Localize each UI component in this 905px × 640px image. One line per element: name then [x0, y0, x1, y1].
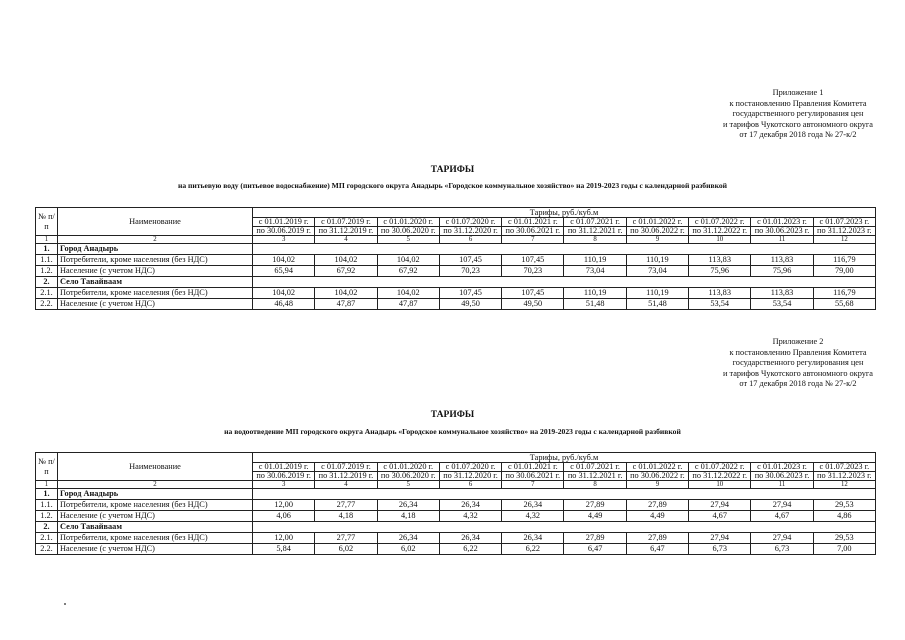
appendix-line: и тарифов Чукотского автономного округа [722, 119, 873, 129]
tariff-value: 65,94 [253, 266, 315, 277]
group-number: 1. [36, 244, 58, 255]
group-filler [253, 489, 876, 500]
column-number: 1 [36, 236, 58, 244]
tariff-value: 26,34 [377, 500, 439, 511]
tariff-value: 73,04 [626, 266, 688, 277]
tariff-value: 79,00 [813, 266, 875, 277]
tariff-value: 47,87 [377, 299, 439, 310]
period-to: по 31.12.2023 г. [813, 472, 875, 481]
appendix-line: к постановлению Правления Комитета [729, 347, 867, 357]
period-from: с 01.07.2021 г. [564, 463, 626, 472]
tariff-value: 104,02 [253, 288, 315, 299]
column-number: 4 [315, 236, 377, 244]
period-to: по 30.06.2023 г. [751, 472, 813, 481]
column-number: 1 [36, 481, 58, 489]
appendix-line: государственного регулирования цен [732, 109, 864, 119]
tariff-value: 49,50 [439, 299, 501, 310]
period-from: с 01.01.2021 г. [502, 218, 564, 227]
period-to: по 31.12.2020 г. [439, 472, 501, 481]
tariff-table-water [35, 207, 876, 310]
period-to: по 31.12.2019 г. [315, 472, 377, 481]
period-to: по 31.12.2022 г. [689, 227, 751, 236]
tariff-value: 12,00 [253, 500, 315, 511]
group-row [36, 244, 876, 255]
appendix-line: Приложение 1 [772, 88, 824, 97]
group-filler [253, 244, 876, 255]
tariff-value: 4,49 [564, 511, 626, 522]
period-from: с 01.07.2022 г. [689, 463, 751, 472]
group-filler [253, 522, 876, 533]
tariff-value: 27,94 [689, 500, 751, 511]
column-number: 3 [253, 236, 315, 244]
document-title-1: ТАРИФЫ [430, 165, 475, 175]
column-number: 5 [377, 481, 439, 489]
row-number: 2.1. [36, 288, 58, 299]
column-number: 10 [689, 481, 751, 489]
group-name: Город Анадырь [58, 244, 253, 255]
row-name: Потребители, кроме населения (без НДС) [58, 500, 253, 511]
appendix-block-1 [723, 88, 873, 141]
tariff-value: 26,34 [502, 533, 564, 544]
tariff-value: 110,19 [626, 288, 688, 299]
column-number: 4 [315, 481, 377, 489]
tariff-value: 6,02 [315, 544, 377, 555]
column-number: 9 [626, 236, 688, 244]
tariff-value: 27,89 [564, 533, 626, 544]
tariff-value: 4,67 [689, 511, 751, 522]
tariff-value: 107,45 [439, 288, 501, 299]
column-number: 10 [689, 236, 751, 244]
appendix-line: от 17 декабря 2018 года № 27-к/2 [739, 130, 857, 140]
tariff-value: 5,84 [253, 544, 315, 555]
row-name: Население (с учетом НДС) [58, 544, 253, 555]
row-number: 2.1. [36, 533, 58, 544]
column-number: 12 [813, 236, 875, 244]
tariff-value: 26,34 [377, 533, 439, 544]
tariff-value: 4,67 [751, 511, 813, 522]
group-name: Город Анадырь [58, 489, 253, 500]
period-to: по 30.06.2021 г. [502, 227, 564, 236]
tariff-value: 70,23 [502, 266, 564, 277]
header-name: Наименование [58, 453, 253, 481]
row-name: Потребители, кроме населения (без НДС) [58, 288, 253, 299]
group-number: 2. [36, 277, 58, 288]
table-row [36, 299, 876, 310]
tariff-value: 4,18 [377, 511, 439, 522]
tariff-value: 27,94 [751, 500, 813, 511]
period-to: по 30.06.2023 г. [751, 227, 813, 236]
tariff-value: 113,83 [751, 255, 813, 266]
period-to: по 30.06.2021 г. [502, 472, 564, 481]
column-number: 12 [813, 481, 875, 489]
row-name: Потребители, кроме населения (без НДС) [58, 533, 253, 544]
table-row [36, 544, 876, 555]
period-from: с 01.07.2020 г. [439, 218, 501, 227]
tariff-value: 49,50 [502, 299, 564, 310]
group-row [36, 522, 876, 533]
column-number: 11 [751, 236, 813, 244]
appendix-block-2 [723, 337, 873, 390]
period-to: по 30.06.2020 г. [377, 472, 439, 481]
group-name: Село Тавайваам [58, 522, 253, 533]
column-number: 2 [58, 236, 253, 244]
tariff-value: 70,23 [439, 266, 501, 277]
tariff-value: 104,02 [315, 255, 377, 266]
header-tariffs: Тарифы, руб./куб.м [253, 453, 876, 463]
tariff-value: 12,00 [253, 533, 315, 544]
tariff-value: 4,32 [439, 511, 501, 522]
tariff-value: 27,89 [564, 500, 626, 511]
tariff-value: 51,48 [626, 299, 688, 310]
column-number: 8 [564, 236, 626, 244]
document-title-2: ТАРИФЫ [430, 410, 475, 420]
tariff-value: 110,19 [564, 288, 626, 299]
header-name: Наименование [58, 208, 253, 236]
tariff-value: 116,79 [813, 288, 875, 299]
row-name: Население (с учетом НДС) [58, 299, 253, 310]
tariff-value: 75,96 [751, 266, 813, 277]
period-to: по 30.06.2022 г. [626, 227, 688, 236]
tariff-value: 6,47 [626, 544, 688, 555]
tariff-value: 29,53 [813, 533, 875, 544]
tariff-value: 26,34 [439, 533, 501, 544]
period-to: по 31.12.2021 г. [564, 227, 626, 236]
tariff-value: 53,54 [751, 299, 813, 310]
period-from: с 01.01.2023 г. [751, 463, 813, 472]
tariff-value: 113,83 [689, 288, 751, 299]
period-to: по 31.12.2023 г. [813, 227, 875, 236]
period-to: по 31.12.2020 г. [439, 227, 501, 236]
row-number: 2.2. [36, 544, 58, 555]
row-number: 1.1. [36, 255, 58, 266]
tariff-value: 51,48 [564, 299, 626, 310]
tariff-value: 4,49 [626, 511, 688, 522]
tariff-value: 73,04 [564, 266, 626, 277]
column-number: 6 [439, 481, 501, 489]
tariff-value: 27,77 [315, 533, 377, 544]
period-to: по 30.06.2022 г. [626, 472, 688, 481]
tariff-value: 107,45 [502, 255, 564, 266]
tariff-value: 53,54 [689, 299, 751, 310]
scan-speck [64, 603, 66, 605]
tariff-value: 67,92 [315, 266, 377, 277]
period-from: с 01.01.2020 г. [377, 218, 439, 227]
tariff-value: 4,18 [315, 511, 377, 522]
tariff-value: 110,19 [564, 255, 626, 266]
tariff-value: 27,94 [689, 533, 751, 544]
period-from: с 01.01.2022 г. [626, 218, 688, 227]
period-from: с 01.07.2023 г. [813, 218, 875, 227]
period-from: с 01.01.2021 г. [502, 463, 564, 472]
period-to: по 30.06.2019 г. [253, 227, 315, 236]
period-from: с 01.01.2023 г. [751, 218, 813, 227]
tariff-value: 6,02 [377, 544, 439, 555]
column-number: 5 [377, 236, 439, 244]
row-number: 2.2. [36, 299, 58, 310]
tariff-value: 27,94 [751, 533, 813, 544]
tariff-value: 104,02 [377, 255, 439, 266]
tariff-value: 4,32 [502, 511, 564, 522]
tariff-value: 67,92 [377, 266, 439, 277]
column-number: 9 [626, 481, 688, 489]
period-from: с 01.07.2019 г. [315, 463, 377, 472]
appendix-line: от 17 декабря 2018 года № 27-к/2 [739, 379, 857, 389]
group-number: 1. [36, 489, 58, 500]
period-from: с 01.01.2019 г. [253, 218, 315, 227]
tariff-value: 7,00 [813, 544, 875, 555]
tariff-value: 104,02 [253, 255, 315, 266]
tariff-value: 107,45 [502, 288, 564, 299]
tariff-value: 29,53 [813, 500, 875, 511]
period-from: с 01.01.2019 г. [253, 463, 315, 472]
tariff-value: 26,34 [502, 500, 564, 511]
tariff-value: 6,47 [564, 544, 626, 555]
column-number: 8 [564, 481, 626, 489]
column-number: 7 [502, 481, 564, 489]
period-from: с 01.07.2022 г. [689, 218, 751, 227]
row-name: Население (с учетом НДС) [58, 266, 253, 277]
appendix-line: государственного регулирования цен [732, 358, 864, 368]
row-number: 1.1. [36, 500, 58, 511]
period-from: с 01.01.2020 г. [377, 463, 439, 472]
table-row [36, 288, 876, 299]
period-to: по 31.12.2021 г. [564, 472, 626, 481]
tariff-value: 47,87 [315, 299, 377, 310]
header-tariffs: Тарифы, руб./куб.м [253, 208, 876, 218]
tariff-value: 75,96 [689, 266, 751, 277]
tariff-value: 26,34 [439, 500, 501, 511]
period-from: с 01.01.2022 г. [626, 463, 688, 472]
column-number: 2 [58, 481, 253, 489]
tariff-value: 27,89 [626, 500, 688, 511]
period-to: по 31.12.2022 г. [689, 472, 751, 481]
tariff-value: 46,48 [253, 299, 315, 310]
tariff-value: 104,02 [377, 288, 439, 299]
tariff-value: 113,83 [689, 255, 751, 266]
tariff-value: 4,86 [813, 511, 875, 522]
group-row [36, 277, 876, 288]
tariff-value: 104,02 [315, 288, 377, 299]
tariff-value: 6,22 [502, 544, 564, 555]
group-name: Село Тавайваам [58, 277, 253, 288]
period-to: по 31.12.2019 г. [315, 227, 377, 236]
tariff-value: 6,73 [689, 544, 751, 555]
tariff-value: 27,89 [626, 533, 688, 544]
tariff-value: 27,77 [315, 500, 377, 511]
table-row [36, 255, 876, 266]
period-from: с 01.07.2019 г. [315, 218, 377, 227]
group-filler [253, 277, 876, 288]
column-number: 11 [751, 481, 813, 489]
header-number: № п/п [36, 208, 58, 236]
tariff-value: 4,06 [253, 511, 315, 522]
group-row [36, 489, 876, 500]
appendix-line: и тарифов Чукотского автономного округа [722, 368, 873, 378]
table-row [36, 511, 876, 522]
group-number: 2. [36, 522, 58, 533]
row-name: Население (с учетом НДС) [58, 511, 253, 522]
table-row [36, 500, 876, 511]
column-number: 3 [253, 481, 315, 489]
tariff-table-sewage [35, 452, 876, 555]
tariff-value: 116,79 [813, 255, 875, 266]
tariff-value: 6,73 [751, 544, 813, 555]
appendix-line: к постановлению Правления Комитета [729, 98, 867, 108]
tariff-value: 55,68 [813, 299, 875, 310]
document-subtitle-2: на водоотведение МП городского округа Анадырь «Городское коммунальное хозяйство» на 2019-2023 годы с календарной разбивкой [224, 427, 681, 436]
period-to: по 30.06.2020 г. [377, 227, 439, 236]
row-number: 1.2. [36, 266, 58, 277]
row-number: 1.2. [36, 511, 58, 522]
tariff-value: 113,83 [751, 288, 813, 299]
tariff-value: 110,19 [626, 255, 688, 266]
appendix-line: Приложение 2 [772, 337, 824, 346]
period-from: с 01.07.2023 г. [813, 463, 875, 472]
column-number: 6 [439, 236, 501, 244]
tariff-value: 6,22 [439, 544, 501, 555]
row-name: Потребители, кроме населения (без НДС) [58, 255, 253, 266]
period-from: с 01.07.2020 г. [439, 463, 501, 472]
period-to: по 30.06.2019 г. [253, 472, 315, 481]
tariff-value: 107,45 [439, 255, 501, 266]
period-from: с 01.07.2021 г. [564, 218, 626, 227]
header-number: № п/п [36, 453, 58, 481]
column-number: 7 [502, 236, 564, 244]
table-row [36, 533, 876, 544]
table-row [36, 266, 876, 277]
document-subtitle-1: на питьевую воду (питьевое водоснабжение) МП городского округа Анадырь «Городское коммунальное хозяйство» на 2019-2023 годы с календарной разбивкой [177, 181, 728, 190]
